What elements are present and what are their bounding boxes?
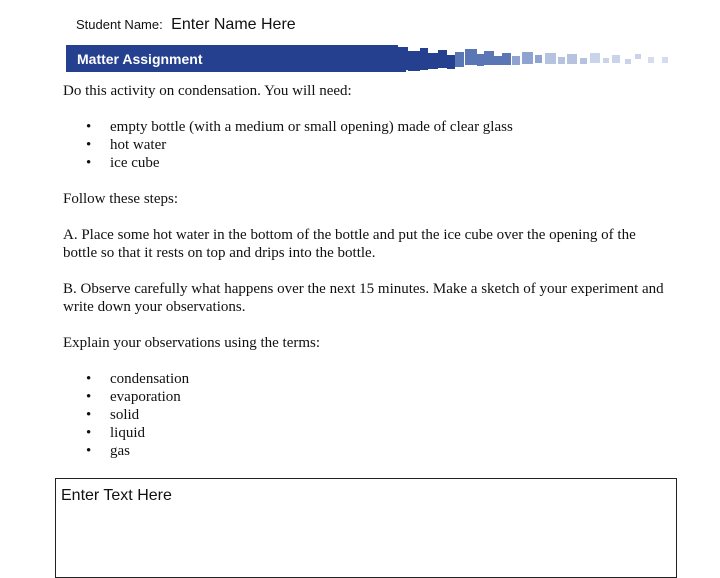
material-text: hot water (110, 137, 167, 153)
list-item (63, 442, 673, 460)
bullet-dot-icon: • (86, 137, 92, 153)
list-item (63, 424, 673, 442)
assignment-content (63, 82, 673, 478)
list-item (63, 370, 673, 388)
intro-text: Do this activity on condensation. You will need: (63, 83, 352, 99)
bullet-dot-icon: • (86, 155, 92, 171)
term-text: evaporation (110, 389, 181, 405)
steps-heading: Follow these steps: (63, 191, 178, 207)
term-text: gas (110, 443, 130, 459)
material-text: ice cube (110, 155, 160, 171)
assignment-title: Matter Assignment (77, 51, 203, 67)
list-item (63, 388, 673, 406)
student-name-label: Student Name: (76, 17, 163, 32)
bullet-dot-icon: • (86, 371, 92, 387)
answer-text-area[interactable] (55, 478, 677, 578)
student-name-field[interactable] (171, 16, 391, 34)
bullet-dot-icon: • (86, 425, 92, 441)
answer-field[interactable] (61, 487, 661, 505)
step-a-text: A. Place some hot water in the bottom of the bottle and put the ice cube over the opening of the bottle so that it rests on top and drips into the bottle. (63, 227, 636, 261)
term-text: solid (110, 407, 140, 423)
bullet-dot-icon: • (86, 407, 92, 423)
step-b-text: B. Observe carefully what happens over the next 15 minutes. Make a sketch of your experiment and write down your observations. (63, 281, 664, 315)
terms-list (63, 370, 673, 460)
list-item (63, 136, 673, 154)
term-text: condensation (110, 371, 190, 387)
list-item (63, 406, 673, 424)
bullet-dot-icon: • (86, 443, 92, 459)
bullet-dot-icon: • (86, 119, 92, 135)
list-item (63, 154, 673, 172)
list-item (63, 118, 673, 136)
assignment-banner (66, 45, 678, 72)
terms-heading: Explain your observations using the terms: (63, 335, 321, 351)
bullet-dot-icon: • (86, 389, 92, 405)
materials-list (63, 118, 673, 172)
term-text: liquid (110, 425, 146, 441)
student-name-row (76, 16, 391, 34)
material-text: empty bottle (with a medium or small opening) made of clear glass (110, 119, 513, 135)
